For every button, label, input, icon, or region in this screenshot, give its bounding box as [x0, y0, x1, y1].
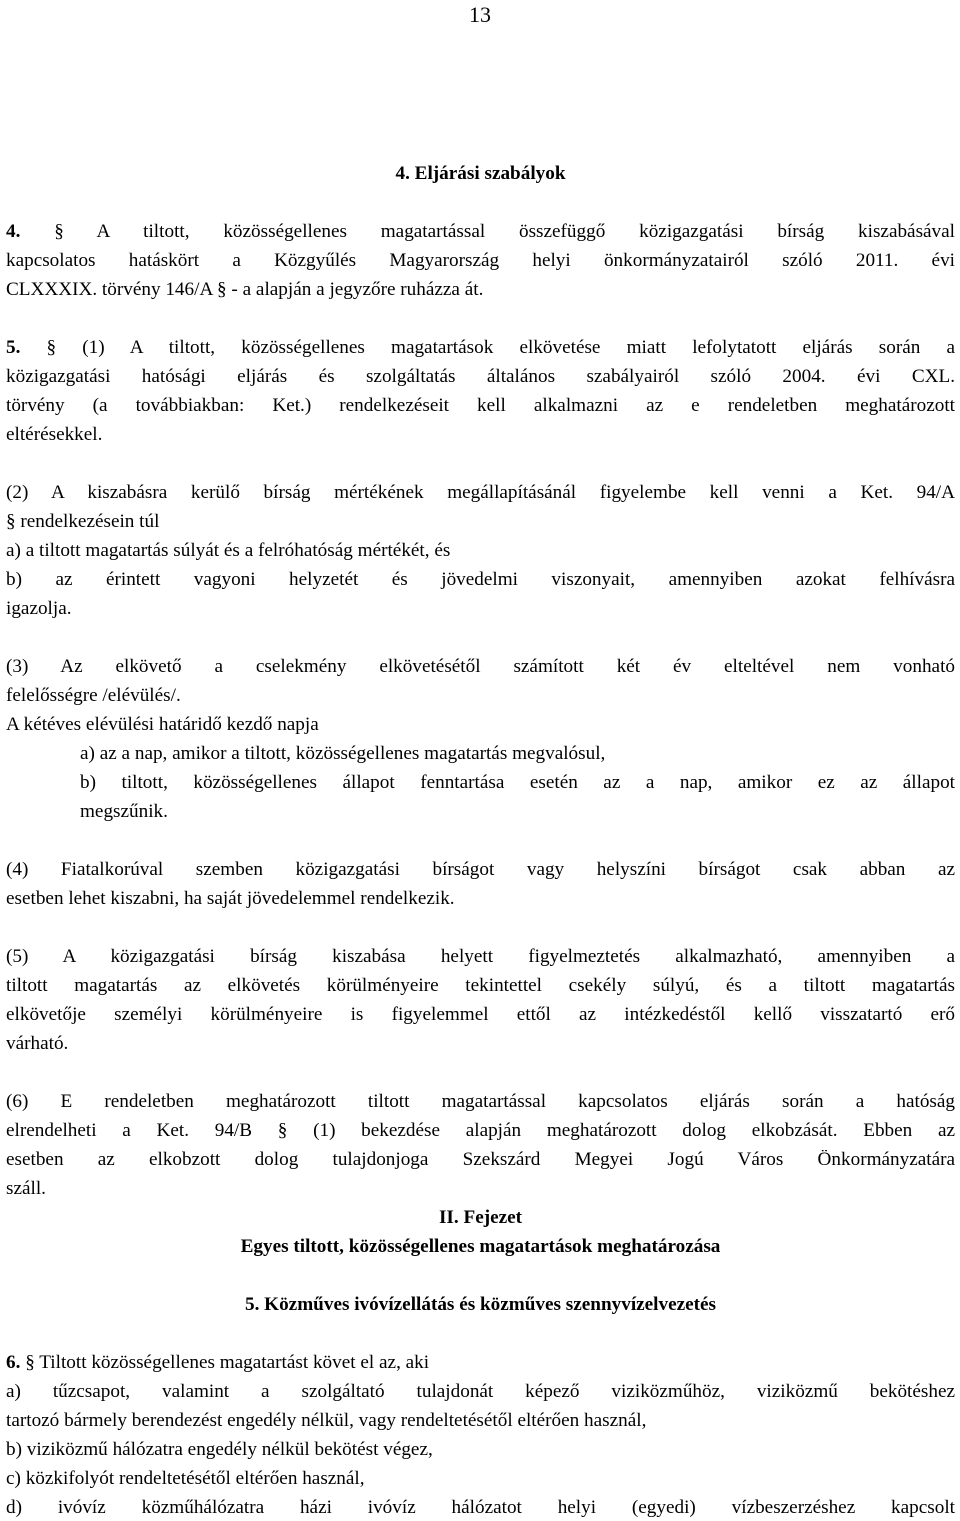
section-heading-kozmuves: 5. Közműves ivóvízellátás és közműves szennyvízelvezetés: [244, 1295, 717, 1315]
paragraph-5-1-line: közigazgatási hatósági eljárás és szolgáltatás általános szabályairól szóló 2004. évi CXL.: [6, 367, 955, 387]
chapter-subtitle: Egyes tiltott, közösségellenes magatartások meghatározása: [240, 1237, 721, 1257]
paragraph-5-1-line: eltérésekkel.: [6, 425, 103, 445]
paragraph-5-3-line: A kétéves elévülési határidő kezdő napja: [6, 715, 319, 735]
paragraph-4-line: kapcsolatos hatáskört a Közgyűlés Magyarország helyi önkormányzatairól szóló 2011. évi: [6, 251, 955, 271]
paragraph-6-line: c) közkifolyót rendeltetésétől eltérően használ,: [6, 1469, 365, 1489]
paragraph-6-line: a) tűzcsapot, valamint a szolgáltató tulajdonát képező viziközműhöz, viziközmű bekötéshez: [6, 1382, 955, 1402]
section-heading-eljarasi-szabalyok: 4. Eljárási szabályok: [395, 164, 566, 184]
paragraph-5-3-line: (3) Az elkövető a cselekmény elkövetésétől számított két év elteltével nem vonható: [6, 657, 955, 677]
paragraph-6-line: b) viziközmű hálózatra engedély nélkül bekötést végez,: [6, 1440, 433, 1460]
paragraph-5-4-line: (4) Fiatalkorúval szemben közigazgatási bírságot vagy helyszíni bírságot csak abban az: [6, 860, 955, 880]
list-item: megszűnik.: [80, 802, 168, 822]
paragraph-5-2-line: § rendelkezésein túl: [6, 512, 160, 532]
chapter-title: II. Fejezet: [438, 1208, 523, 1228]
paragraph-number: 5.: [6, 338, 21, 358]
paragraph-6-line: 6. § Tiltott közösségellenes magatartást követ el az, aki: [6, 1353, 430, 1373]
paragraph-5-5-line: tiltott magatartás az elkövetés körülményeire tekintettel csekély súlyú, és a tiltott magatartás: [6, 976, 955, 996]
paragraph-5-5-line: (5) A közigazgatási bírság kiszabása helyett figyelmeztetés alkalmazható, amennyiben a: [6, 947, 955, 967]
paragraph-number: 6.: [6, 1353, 21, 1373]
paragraph-4-line: 4. § A tiltott, közösségellenes magatartással összefüggő közigazgatási bírság kiszabásával: [6, 222, 955, 242]
paragraph-6-line: d) ivóvíz közműhálózatra házi ivóvíz hálózatot helyi (egyedi) vízbeszerzéshez kapcsolt: [6, 1498, 955, 1518]
paragraph-5-6-line: elrendelheti a Ket. 94/B § (1) bekezdése alapján meghatározott dolog elkobzását. Ebben az: [6, 1121, 955, 1141]
paragraph-5-2-line: igazolja.: [6, 599, 72, 619]
paragraph-5-2-line: a) a tiltott magatartás súlyát és a felróhatóság mértékét, és: [6, 541, 451, 561]
paragraph-4-line: CLXXXIX. törvény 146/A § - a alapján a jegyzőre ruházza át.: [6, 280, 484, 300]
paragraph-6-line: tartozó bármely berendezést engedély nélkül, vagy rendeltetésétől eltérően használ,: [6, 1411, 647, 1431]
paragraph-5-1-line: 5. § (1) A tiltott, közösségellenes magatartások elkövetése miatt lefolytatott eljárás során a: [6, 338, 955, 358]
paragraph-5-5-line: várható.: [6, 1034, 69, 1054]
paragraph-5-5-line: elkövetője személyi körülményeire is figyelemmel ettől az intézkedéstől kellő visszatartó erő: [6, 1005, 955, 1025]
paragraph-5-2-line: (2) A kiszabásra kerülő bírság mértékének megállapításánál figyelembe kell venni a Ket. 94/A: [6, 483, 955, 503]
paragraph-5-2-line: b) az érintett vagyoni helyzetét és jövedelmi viszonyait, amennyiben azokat felhívásra: [6, 570, 955, 590]
paragraph-5-6-line: száll.: [6, 1179, 46, 1199]
paragraph-5-6-line: esetben az elkobzott dolog tulajdonjoga Szekszárd Megyei Jogú Város Önkormányzatára: [6, 1150, 955, 1170]
list-item: a) az a nap, amikor a tiltott, közösségellenes magatartás megvalósul,: [80, 744, 606, 764]
paragraph-5-3-line: felelősségre /elévülés/.: [6, 686, 181, 706]
paragraph-5-6-line: (6) E rendeletben meghatározott tiltott magatartással kapcsolatos eljárás során a hatóság: [6, 1092, 955, 1112]
paragraph-number: 4.: [6, 222, 21, 242]
page-number: 13: [469, 4, 491, 26]
list-item: b) tiltott, közösségellenes állapot fenntartása esetén az a nap, amikor ez az állapot: [80, 773, 955, 793]
paragraph-5-1-line: törvény (a továbbiakban: Ket.) rendelkezéseit kell alkalmazni az e rendeletben meghatározott: [6, 396, 955, 416]
paragraph-5-4-line: esetben lehet kiszabni, ha saját jövedelemmel rendelkezik.: [6, 889, 455, 909]
